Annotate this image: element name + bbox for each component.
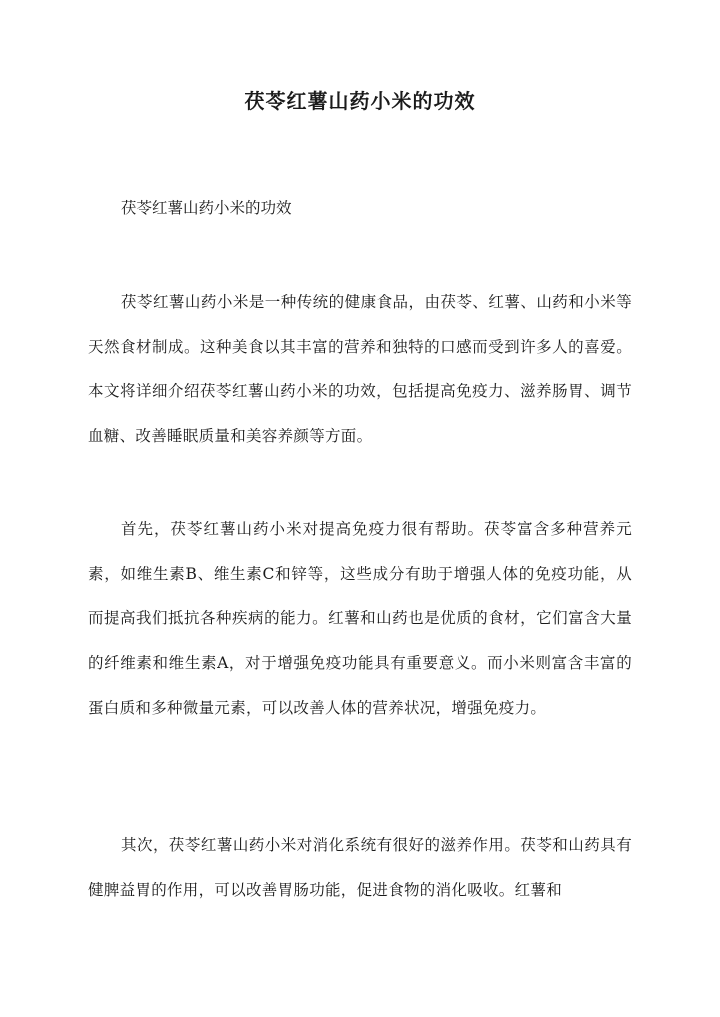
document-subtitle: 茯苓红薯山药小米的功效 — [121, 199, 292, 217]
paragraph-immunity: 首先，茯苓红薯山药小米对提高免疫力很有帮助。茯苓富含多种营养元素，如维生素B、维生素C和锌等，这些成分有助于增强人体的免疫功能，从而提高我们抵抗各种疾病的能力。红薯和山药也是优质的食材，它们富含大量的纤维素和维生素A，对于增强免疫功能具有重要意义。而小米则富含丰富的蛋白质和多种微量元素，可以改善人体的营养状况，增强免疫力。 — [88, 520, 632, 717]
document-title: 茯苓红薯山药小米的功效 — [244, 89, 476, 113]
paragraph-digestion: 其次，茯苓红薯山药小米对消化系统有很好的滋养作用。茯苓和山药具有健脾益胃的作用，可以改善胃肠功能，促进食物的消化吸收。红薯和 — [88, 836, 632, 899]
paragraph-intro: 茯苓红薯山药小米是一种传统的健康食品，由茯苓、红薯、山药和小米等天然食材制成。这种美食以其丰富的营养和独特的口感而受到许多人的喜爱。本文将详细介绍茯苓红薯山药小米的功效，包括提高免疫力、滋养肠胃、调节血糖、改善睡眠质量和美容养颜等方面。 — [88, 293, 632, 446]
